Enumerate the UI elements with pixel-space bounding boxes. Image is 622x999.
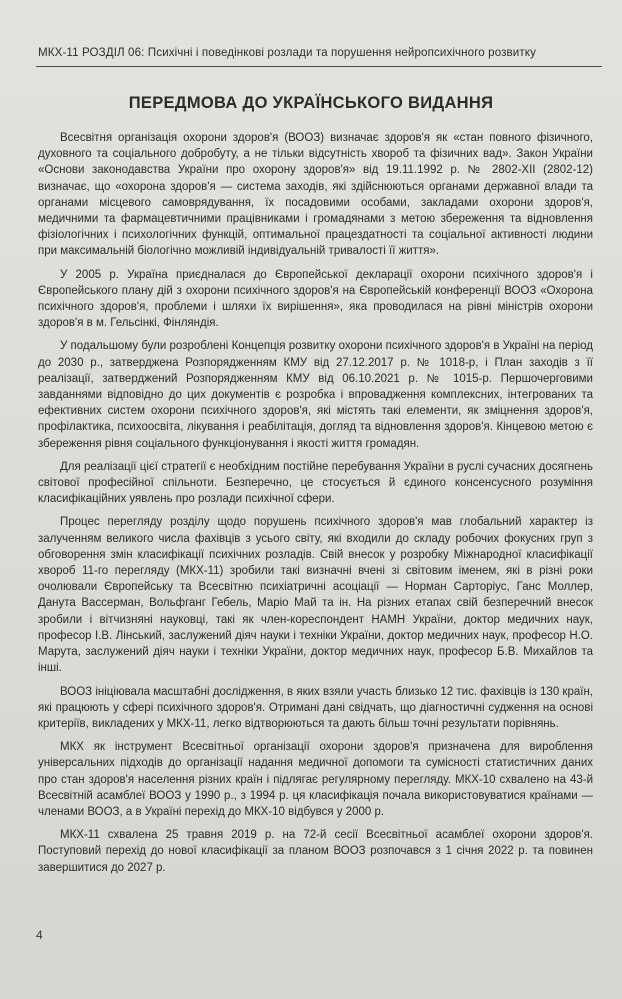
paragraph-1: Всесвітня організація охорони здоров'я (ВООЗ) визначає здоров'я як «стан повного фізичного, духовного та соціального добробуту, а не тільки відсутність хвороб та фізичних вад». Закон України «Основи законодавства України про охорону здоров'я» від 19.11.1992 р. № 2802-XII (2802-12) визначає, що «охорона здоров'я — система заходів, які здійснюються органами державної влади та органами місцевого самоврядування, їх посадовими особами, закладами охорони здоров'я, медичними та фармацевтичними працівниками і громадянами з метою збереження та відновлення фізіологічних і психологічних функцій, оптимальної працездатності та соціальної активності людини при максимальній біологічно можливій індивідуальній тривалості її життя».	[38, 132, 593, 258]
paragraph-5: Процес перегляду розділу щодо порушень психічного здоров'я мав глобальний характер із залученням великого числа фахівців з усього світу, які входили до складу робочих фокусних груп з обговорення змін класифікації психічних розладів. Свій внесок у розробку Міжнародної класифікації хвороб 11-го перегляду (МКХ-11) зробили такі визначні вчені зі світовим іменем, які в різні роки очолювали Європейську та Всесвітню психіатричні асоціації — Норман Сарторіус, Ганс Моллер, Данута Вассерман, Вольфганг Гебель, Маріо Май та ін. На різних етапах свій безперечний внесок зробили і вітчизняні науковці, такі як член-кореспондент НАМН України, доктор медичних наук, професор І.В. Лінський, заслужений діяч науки і техніки України, доктор медичних наук, професор Н.О. Марута, заслужений діяч науки і техніки України, доктор медичних наук, професор Б.В. Михайлов та інші.	[38, 516, 593, 675]
paragraph-4: Для реалізації цієї стратегії є необхідним постійне перебування України в руслі сучасних досягнень світової професійної спільноти. Безперечно, це стосується й єдиного консенсусного розуміння класифікаційних уявлень про розлади психічної сфери.	[38, 460, 593, 506]
running-header: МКХ-11 РОЗДІЛ 06: Психічні і поведінкові розлади та порушення нейропсихічного розвитку	[38, 46, 536, 59]
body-text	[38, 130, 593, 883]
paragraph-2: У 2005 р. Україна приєдналася до Європейської декларації охорони психічного здоров'я і Європейського плану дій з охорони психічного здоров'я на Європейській конференції ВООЗ «Охорона психічного здоров'я, проблеми і шляхи їх вирішення», яка проводилася на рівні міністрів охорони здоров'я в м. Гельсінкі, Фінляндія.	[38, 268, 593, 330]
page-number: 4	[36, 928, 43, 942]
paragraph-6: ВООЗ ініціювала масштабні дослідження, в яких взяли участь близько 12 тис. фахівців із 130 країн, які працюють у сфері психічного здоров'я. Отримані дані свідчать, що діагностичні судження на основі критеріїв, викладених у МКХ-11, легко відтворюються та дають більш точні результати порівнянь.	[38, 685, 593, 730]
paragraph-8: МКХ-11 схвалена 25 травня 2019 р. на 72-й сесії Всесвітньої асамблеї охорони здоров'я. Поступовий перехід до нової класифікації за планом ВООЗ розпочався з 1 січня 2022 р. та повинен завершитися до 2027 р.	[38, 829, 593, 874]
paragraph-7: МКХ як інструмент Всесвітньої організації охорони здоров'я призначена для вироблення універсальних підходів до організації надання медичної допомоги та сумісності статистичних даних про стан здоров'я населення різних країн і підлягає регулярному перегляду. МКХ-10 схвалено на 43-й Всесвітній асамблеї ВООЗ у 1990 р., з 1994 р. ця класифікація почала використовуватися країнами — членами ВООЗ, а в Україні перехід до МКХ-10 відбувся у 2000 р.	[38, 741, 593, 818]
page-title: ПЕРЕДМОВА ДО УКРАЇНСЬКОГО ВИДАННЯ	[128, 94, 494, 112]
header-rule	[36, 66, 602, 67]
paragraph-3: У подальшому були розроблені Концепція розвитку охорони психічного здоров'я в Україні на період до 2030 р., затверджена Розпорядженням КМУ від 27.12.2017 р. № 1018-р, і План заходів з її реалізації, затверджений Розпорядженням КМУ від 06.10.2021 р. № 1015-р. Першочерговими завданнями відповідно до цих документів є розробка і впровадження комплексних, інтегрованих та ефективних систем охорони психічного здоров'я, які містять такі елементи, як зміцнення здоров'я, профілактика, психоосвіта, лікування і реабілітація, догляд та відновлення здоров'я. Кінцевою метою є збереження рівня соціального функціонування і якості життя громадян.	[38, 340, 593, 450]
